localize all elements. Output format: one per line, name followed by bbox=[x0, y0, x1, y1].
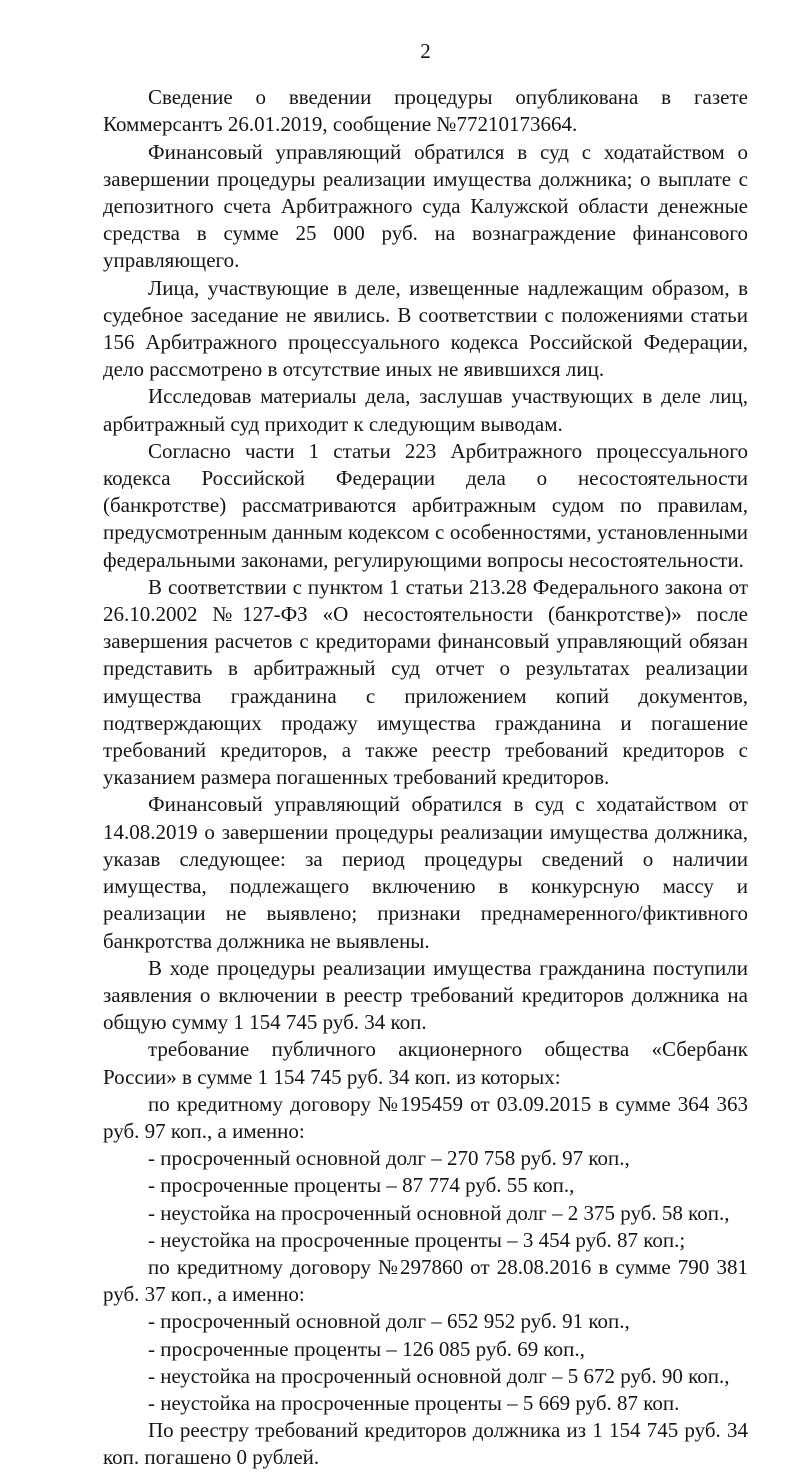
paragraph-court-conclusions-intro: Исследовав материалы дела, заслушав участвующих в деле лиц, арбитражный суд приходит к следующим выводам. bbox=[103, 384, 748, 436]
paragraph-article-213-28: В соответствии с пунктом 1 статьи 213.28 Федерального закона от 26.10.2002 №127-ФЗ «О несостоятельности (банкротстве)» после завершения расчетов с кредиторами финансовый управляющий обязан представить в арбитражный суд отчет о результатах реализации имущества гражданина с приложением копий документов, подтверждающих продажу имущества гражданина и погашение требований кредиторов, а также реестр требований кредиторов с указанием размера погашенных требований кредиторов. bbox=[103, 574, 748, 790]
list-item-overdue-interest-2: - просроченные проценты – 126 085 руб. 69 коп., bbox=[148, 1336, 585, 1361]
paragraph-credit-contract-297860: по кредитному договору №297860 от 28.08.2016 в сумме 790 381 руб. 37 коп., а именно: bbox=[103, 1254, 748, 1307]
list-item-overdue-interest-1: - просроченные проценты – 87 774 руб. 55 коп., bbox=[148, 1173, 575, 1198]
paragraph-credit-contract-195459: по кредитному договору №195459 от 03.09.2015 в сумме 364 363 руб. 97 коп., а именно: bbox=[103, 1091, 748, 1143]
paragraph-sberbank-claim: требование публичного акционерного общества «Сбербанк России» в сумме 1 154 745 руб. 34 коп. из которых: bbox=[103, 1037, 748, 1089]
paragraph-parties-absent: Лица, участвующие в деле, извещенные надлежащим образом, в судебное заседание не явились. В соответствии с положениями статьи 156 Арбитражного процессуального кодекса Российской Федерации, дело рассмотрено в отсутствие иных не явившихся лиц. bbox=[103, 275, 748, 382]
paragraph-article-223: Согласно части 1 статьи 223 Арбитражного процессуального кодекса Российской Федерации дела о несостоятельности (банкротстве) рассматриваются арбитражным судом по правилам, предусмотренным данным кодексом с особенностями, установленными федеральными законами, регулирующими вопросы несостоятельности. bbox=[103, 438, 748, 572]
list-item-overdue-principal-1: - просроченный основной долг – 270 758 руб. 97 коп., bbox=[148, 1146, 630, 1171]
list-item-overdue-principal-2: - просроченный основной долг – 652 952 руб. 91 коп., bbox=[148, 1309, 630, 1334]
list-item-penalty-interest-1: - неустойка на просроченные проценты – 3 454 руб. 87 коп.; bbox=[148, 1227, 686, 1252]
list-item-penalty-principal-1: - неустойка на просроченный основной долг – 2 375 руб. 58 коп., bbox=[148, 1200, 730, 1225]
paragraph-petition-14-08-2019: Финансовый управляющий обратился в суд с ходатайством от 14.08.2019 о завершении процедуры реализации имущества должника, указав следующее: за период процедуры сведений о наличии имущества, подлежащего включению в конкурсную массу и реализации не выявлено; признаки преднамеренного/фиктивного банкротства должника не выявлены. bbox=[103, 792, 748, 953]
paragraph-claims-total: В ходе процедуры реализации имущества гражданина поступили заявления о включении в реестр требований кредиторов должника на общую сумму 1 154 745 руб. 34 коп. bbox=[103, 955, 748, 1035]
list-item-penalty-principal-2: - неустойка на просроченный основной долг – 5 672 руб. 90 коп., bbox=[148, 1363, 730, 1388]
paragraph-repayment-registry: По реестру требований кредиторов должника из 1 154 745 руб. 34 коп. погашено 0 рублей. bbox=[103, 1418, 748, 1470]
paragraph-manager-petition: Финансовый управляющий обратился в суд с ходатайством о завершении процедуры реализации имущества должника; о выплате с депозитного счета Арбитражного суда Калужской области денежные средства в сумме 25 000 руб. на вознаграждение финансового управляющего. bbox=[103, 139, 748, 273]
paragraph-publication-notice: Сведение о введении процедуры опубликована в газете Коммерсантъ 26.01.2019, сообщение №77210173664. bbox=[103, 85, 748, 137]
list-item-penalty-interest-2: - неустойка на просроченные проценты – 5 669 руб. 87 коп. bbox=[148, 1390, 680, 1415]
page-number: 2 bbox=[420, 39, 431, 63]
